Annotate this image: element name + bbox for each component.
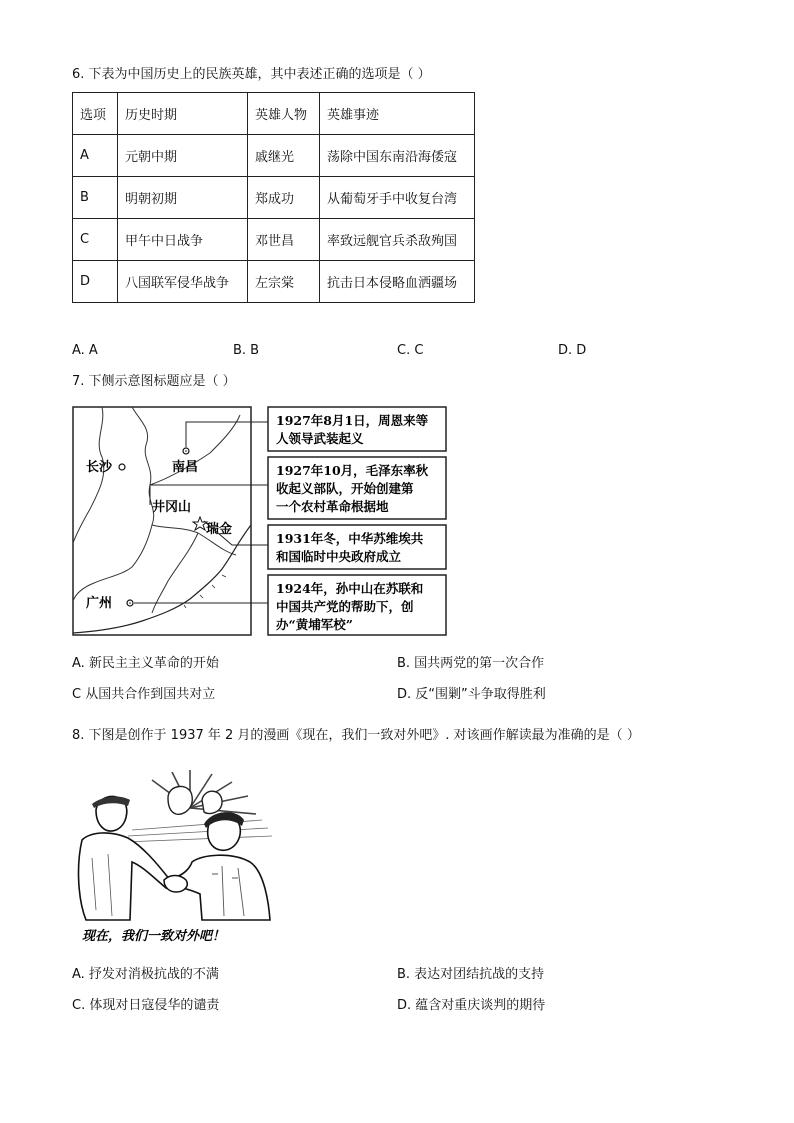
- table-cell: C: [73, 219, 118, 261]
- table-cell: 戚继光: [248, 135, 320, 177]
- city-marker-dot: [129, 602, 131, 604]
- q8-option-a[interactable]: A. 抒发对消极抗战的不满: [72, 967, 219, 982]
- annotation-line: 1927年8月1日，周恩来等: [276, 413, 429, 428]
- table-cell: 元朝中期: [118, 135, 248, 177]
- table-header-cell: 选项: [73, 93, 118, 135]
- province-border: [73, 407, 104, 543]
- table-header-cell: 英雄人物: [248, 93, 320, 135]
- cartoon-handshake: [72, 770, 294, 946]
- q8-option-b[interactable]: B. 表达对团结抗战的支持: [397, 967, 545, 982]
- q7-option-c[interactable]: C 从国共合作到国共对立: [72, 687, 216, 702]
- province-border: [152, 533, 198, 613]
- annotation-line: 1931年冬，中华苏维埃共: [276, 531, 424, 546]
- table-row: [73, 219, 475, 261]
- annotation-line: 收起义部队，开始创建第: [276, 481, 414, 496]
- q8-stem: 8. 下图是创作于 1937 年 2 月的漫画《现在，我们一致对外吧》. 对该画作解读最为准确的是（ ）: [72, 728, 640, 743]
- q8-option-d[interactable]: D. 蕴含对重庆谈判的期待: [397, 998, 546, 1013]
- q7-option-d[interactable]: D. 反“围剿”斗争取得胜利: [397, 687, 546, 702]
- q8-option-c[interactable]: C. 体现对日寇侵华的谴责: [72, 998, 220, 1013]
- city-label: 井冈山: [152, 500, 192, 515]
- table-cell: A: [73, 135, 118, 177]
- q6-option-d[interactable]: D. D: [558, 343, 587, 358]
- table-header-cell: 历史时期: [118, 93, 248, 135]
- city-marker-changsha: [119, 464, 125, 470]
- annotation-line: 办“黄埔军校”: [276, 617, 353, 632]
- table-cell: 邓世昌: [248, 219, 320, 261]
- q7-option-b[interactable]: B. 国共两党的第一次合作: [397, 656, 545, 671]
- city-label: 瑞金: [206, 522, 233, 537]
- city-label: 广州: [86, 596, 113, 611]
- revolution-map: [72, 405, 450, 637]
- q6-option-c[interactable]: C. C: [397, 343, 424, 358]
- annotation-line: 和国临时中央政府成立: [276, 549, 402, 564]
- cartoon-caption: 现在，我们一致对外吧！: [82, 929, 226, 944]
- table-cell: 从葡萄牙手中收复台湾: [320, 177, 475, 219]
- left-figure-body: [79, 833, 170, 920]
- table-cell: B: [73, 177, 118, 219]
- table-cell: 抗击日本侵略血洒疆场: [320, 261, 475, 303]
- background-figure-head: [202, 791, 222, 813]
- table-cell: 明朝初期: [118, 177, 248, 219]
- coastline: [73, 525, 251, 633]
- city-label: 长沙: [86, 460, 113, 475]
- background-figure-head: [168, 786, 192, 814]
- table-cell: D: [73, 261, 118, 303]
- ground-hatching: [124, 820, 272, 842]
- q7-option-a[interactable]: A. 新民主主义革命的开始: [72, 656, 219, 671]
- table-cell: 率致远舰官兵杀敌殉国: [320, 219, 475, 261]
- q6-stem: 6. 下表为中国历史上的民族英雄，其中表述正确的选项是（ ）: [72, 67, 431, 82]
- table-cell: 甲午中日战争: [118, 219, 248, 261]
- city-marker-dot: [185, 450, 187, 452]
- annotation-line: 1927年10月，毛泽东率秋: [276, 463, 429, 478]
- table-row: [73, 135, 475, 177]
- q6-option-b[interactable]: B. B: [233, 343, 260, 358]
- annotation-line: 人领导武装起义: [276, 431, 364, 446]
- star-icon: [193, 517, 207, 530]
- table-cell: 八国联军侵华战争: [118, 261, 248, 303]
- city-label: 南昌: [172, 460, 199, 475]
- annotation-line: 1924年，孙中山在苏联和: [276, 581, 424, 596]
- table-row: [73, 261, 475, 303]
- q6-option-a[interactable]: A. A: [72, 343, 98, 358]
- table-cell: 荡除中国东南沿海倭寇: [320, 135, 475, 177]
- table-cell: 郑成功: [248, 177, 320, 219]
- q7-stem: 7. 下侧示意图标题应是（ ）: [72, 374, 236, 389]
- annotation-line: 中国共产党的帮助下，创: [276, 599, 414, 614]
- table-row: [73, 177, 475, 219]
- table-cell: 左宗棠: [248, 261, 320, 303]
- hero-table: [72, 92, 475, 303]
- handshake: [164, 876, 187, 893]
- annotation-line: 一个农村革命根据地: [276, 499, 389, 514]
- table-header-row: [73, 93, 475, 135]
- table-header-cell: 英雄事迹: [320, 93, 475, 135]
